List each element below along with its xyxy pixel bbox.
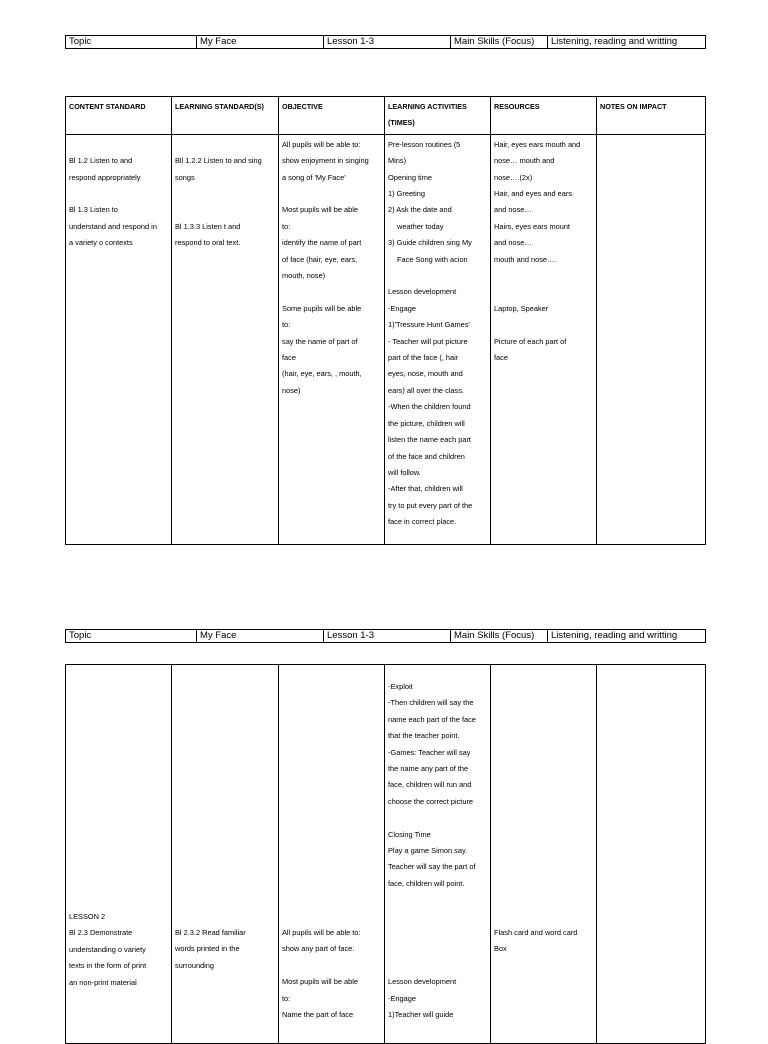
learning-activities-cell (385, 665, 491, 1044)
activity-line: -Then children will say the (388, 698, 474, 708)
content-standard-line: a variety o contexts (69, 238, 133, 248)
resource-line: mouth and nose…. (494, 254, 557, 264)
skills-value: Listening, reading and writting (548, 630, 706, 643)
topic-value: My Face (197, 36, 324, 49)
objective-line: show enjoyment in singing (282, 156, 369, 166)
activity-line: -Engage (388, 993, 416, 1003)
activity-line: - Teacher will put picture (388, 336, 468, 346)
learning-standard-line: surrounding (175, 960, 215, 970)
notes-on-impact-cell (597, 134, 706, 544)
lesson-plan-table (65, 96, 706, 545)
col-resources: RESOURCES (491, 97, 597, 135)
activity-line: Opening time (388, 172, 432, 182)
objective-line: mouth, nose) (282, 271, 326, 281)
content-standard-line: understand and respond in (69, 221, 157, 231)
activity-line: Lesson development (388, 287, 457, 297)
topic-value: My Face (197, 630, 324, 643)
lesson-range: Lesson 1-3 (324, 630, 451, 643)
skills-value: Listening, reading and writting (548, 36, 706, 49)
resource-line: nose….(2x) (494, 172, 533, 182)
resource-line: Laptop, Speaker (494, 303, 549, 313)
content-standard-line: LESSON 2 (69, 912, 106, 921)
content-standard-line: respond appropriately (69, 172, 141, 182)
content-standard-line: an non-print material (69, 977, 137, 987)
learning-standard-line: songs (175, 172, 195, 182)
learning-standard-cell (172, 134, 279, 544)
topic-label: Topic (66, 36, 197, 49)
objective-cell (279, 665, 385, 1044)
objective-line: show any part of face. (282, 944, 355, 954)
activity-line: face in correct place. (388, 517, 457, 527)
objective-line: to: (282, 221, 291, 231)
resource-line: Box (494, 944, 507, 954)
activity-line: face, children will point. (388, 878, 465, 888)
activity-line: choose the correct picture (388, 796, 474, 806)
resource-line: Flash card and word card (494, 928, 578, 937)
resources-cell (491, 665, 597, 1044)
resource-line: nose… mouth and (494, 156, 555, 166)
notes-on-impact-cell (597, 665, 706, 1044)
content-standard-cell (66, 665, 172, 1044)
activity-line: the name any part of the (388, 764, 469, 774)
resource-line: Hairs, eyes ears mount (494, 221, 570, 231)
objective-line: identify the name of part (282, 238, 362, 248)
skills-label: Main Skills (Focus) (451, 630, 548, 643)
activity-line: face, children will run and (388, 780, 472, 790)
activity-line: Face Song with acion (397, 254, 468, 264)
activity-line: part of the face (, hair (388, 353, 459, 363)
resource-line: Picture of each part of (494, 336, 567, 346)
objective-line: face (282, 353, 296, 363)
col-content-standard: CONTENT STANDARD (66, 97, 172, 135)
content-standard-line: Bl 2.3 Demonstrate (69, 928, 133, 938)
content-standard-line: Bl 1.2 Listen to and (69, 156, 133, 166)
objective-line: (hair, eye, ears, , mouth, (282, 369, 362, 379)
learning-standard-cell (172, 665, 279, 1044)
col-learning-activities-label: LEARNING ACTIVITIES (388, 102, 467, 111)
learning-standard-line: Bl 2.3.2 Read familiar (175, 928, 246, 937)
activity-line: 1) Greeting (388, 189, 425, 199)
resource-line: face (494, 353, 508, 363)
activity-line: name each part of the face (388, 714, 476, 724)
activity-line: 3) Guide children sing My (388, 238, 472, 248)
col-notes-on-impact: NOTES ON IMPACT (597, 97, 706, 135)
skills-label: Main Skills (Focus) (451, 36, 548, 49)
objective-line: Name the part of face (282, 1010, 354, 1020)
activity-line: try to put every part of the (388, 500, 473, 510)
learning-standard-line: Bll 1.2.2 Listen to and sing (175, 156, 262, 166)
content-standard-line: Bl 1.3 Listen to (69, 205, 118, 215)
content-standard-line: understanding o variety (69, 944, 146, 954)
objective-cell (279, 134, 385, 544)
topic-label: Topic (66, 630, 197, 643)
resource-line: Hair, and eyes and ears (494, 189, 573, 199)
activity-line: the picture, children will (388, 418, 465, 428)
activity-line: of the face and children (388, 451, 465, 461)
activity-line: ears) all over the class. (388, 385, 464, 395)
col-learning-standard: LEARNING STANDARD(S) (172, 97, 279, 135)
col-times-label: (TIMES) (388, 118, 415, 128)
col-learning-activities (385, 97, 491, 135)
lesson-range: Lesson 1-3 (324, 36, 451, 49)
activity-line: will follow. (388, 467, 421, 477)
content-standard-line: texts in the form of print (69, 961, 147, 971)
lesson-plan-table-continued (65, 664, 706, 1044)
objective-line: All pupils will be able to: (282, 139, 361, 149)
lesson-header-table-page2 (65, 629, 706, 643)
learning-activities-cell (385, 134, 491, 544)
activity-line: Mins) (388, 156, 407, 166)
activity-line: Teacher will say the part of (388, 862, 476, 872)
objective-line: say the name of part of (282, 336, 358, 346)
resource-line: Hair, eyes ears mouth and (494, 139, 581, 149)
activity-line: -Exploit (388, 682, 413, 691)
activity-line: Closing Time (388, 829, 431, 839)
activity-line: weather today (397, 221, 444, 231)
objective-line: All pupils will be able to: (282, 928, 361, 937)
activity-line: eyes, nose, mouth and (388, 369, 463, 379)
objective-line: Most pupils will be able (282, 205, 358, 215)
resources-cell (491, 134, 597, 544)
content-standard-cell (66, 134, 172, 544)
activity-line: that the teacher point. (388, 731, 460, 741)
learning-standard-line: words printed in the (175, 944, 240, 954)
resource-line: and nose… (494, 205, 532, 215)
objective-line: Most pupils will be able (282, 977, 358, 987)
objective-line: a song of 'My Face' (282, 172, 346, 182)
learning-standard-line: Bl 1.3.3 Listen t and (175, 221, 241, 231)
col-objective: OBJECTIVE (279, 97, 385, 135)
lesson-header-table (65, 35, 706, 49)
activity-line: Lesson development (388, 977, 457, 987)
activity-line: 1)Teacher will guide (388, 1010, 454, 1020)
activity-line: 1)'Tressure Hunt Games' (388, 320, 470, 330)
objective-line: to: (282, 320, 291, 330)
objective-line: Some pupils will be able (282, 303, 362, 313)
activity-line: Pre-lesson routines (5 (388, 139, 461, 149)
objective-line: to: (282, 993, 291, 1003)
activity-line: listen the name each part (388, 435, 471, 445)
activity-line: -After that, children will (388, 484, 463, 494)
objective-line: nose) (282, 385, 301, 395)
activity-line: 2) Ask the date and (388, 205, 452, 215)
activity-line: -When the children found (388, 402, 471, 412)
activity-line: -Engage (388, 303, 416, 313)
activity-line: -Games: Teacher will say (388, 747, 471, 757)
learning-standard-line: respond to oral text. (175, 238, 241, 248)
activity-line: Play a game Simon say. (388, 846, 468, 856)
resource-line: and nose… (494, 238, 532, 248)
objective-line: of face (hair, eye, ears, (282, 254, 358, 264)
